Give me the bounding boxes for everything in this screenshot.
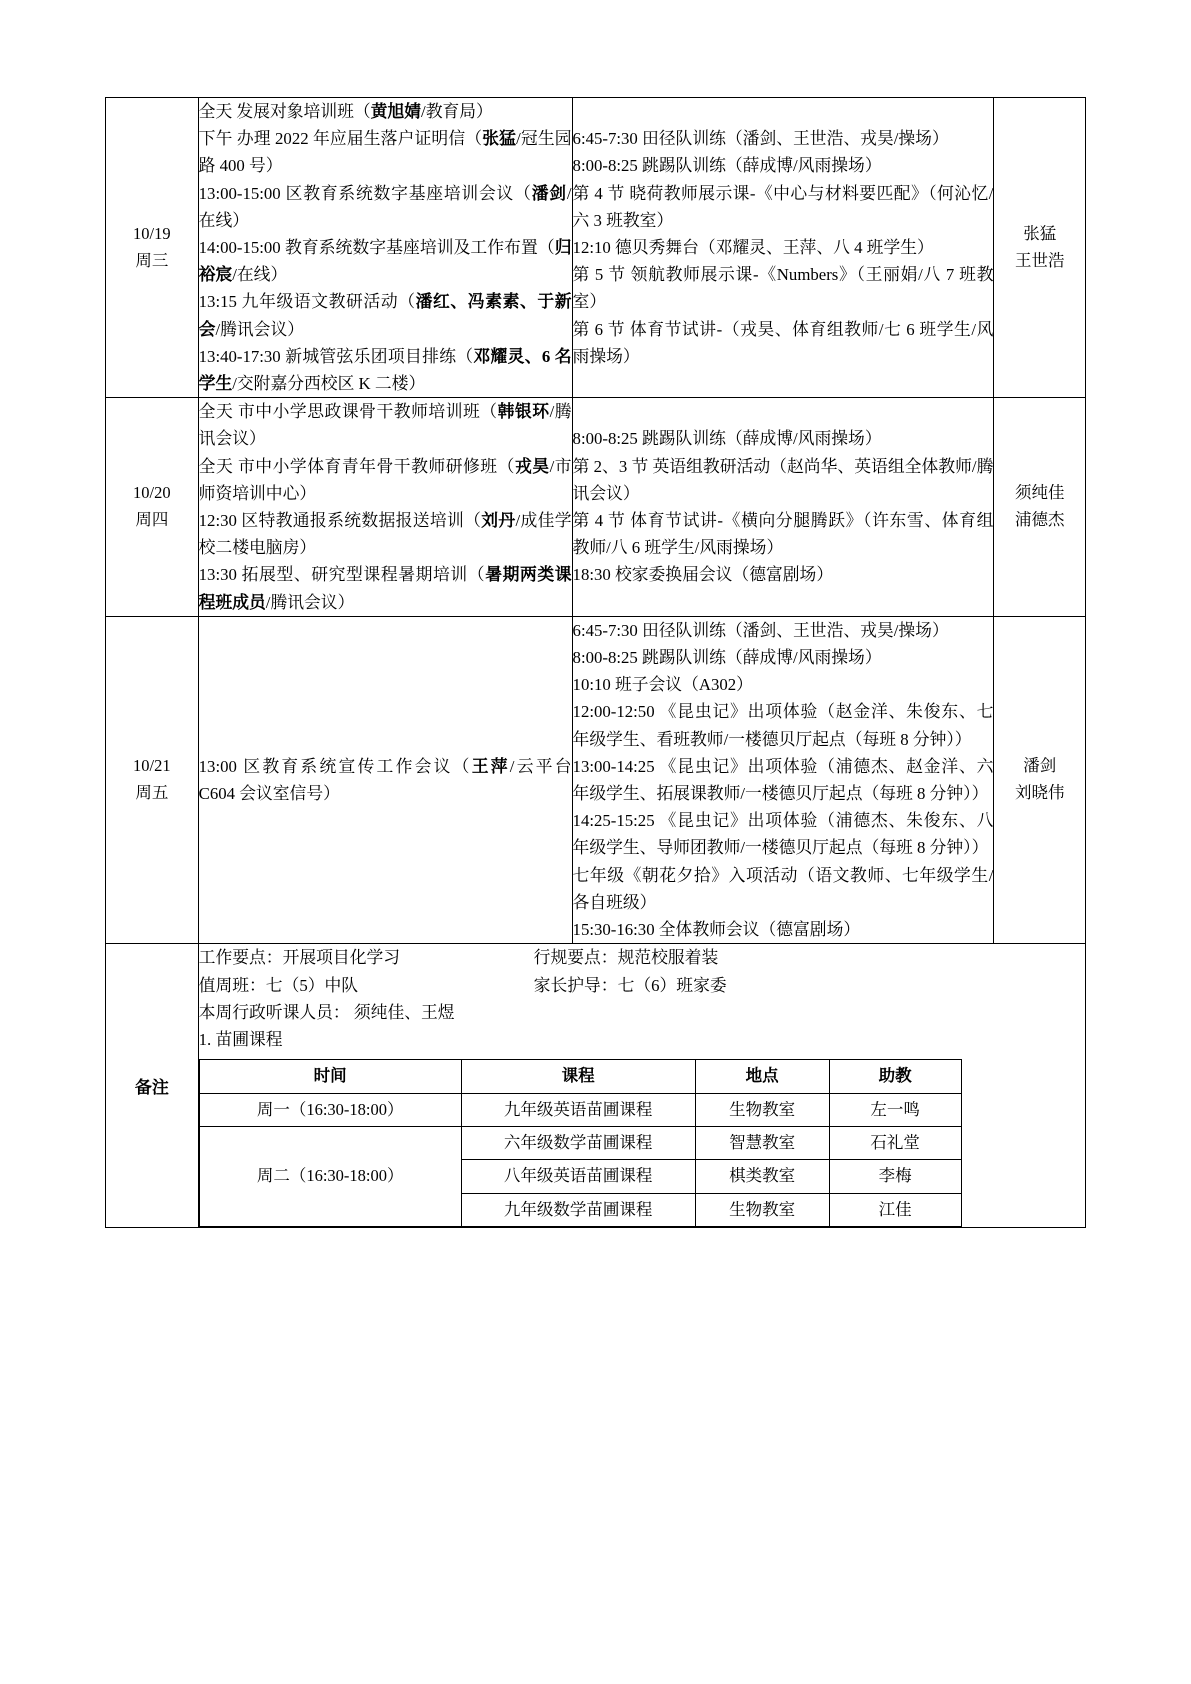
cell-assistant: 石礼堂	[829, 1126, 961, 1159]
date-line-1: 10/21	[133, 756, 171, 776]
cell-assistant: 左一鸣	[829, 1093, 961, 1126]
conduct-focus-text: 行规要点：规范校服着装	[533, 948, 719, 968]
teaching-activities-cell	[572, 616, 994, 943]
schedule-body	[106, 98, 1086, 1228]
admin-items-list	[199, 753, 572, 807]
duty-name-2: 王世浩	[1014, 250, 1065, 270]
activity-item: 12:00-12:50 《昆虫记》出项体验（赵金洋、朱俊东、七年级学生、看班教师/一楼德贝厅起点（每班 8 分钟））	[572, 702, 994, 749]
cell-course: 九年级英语苗圃课程	[461, 1093, 695, 1126]
activity-item: 8:00-8:25 跳踢队训练（薛成博/风雨操场）	[572, 429, 882, 449]
activity-item: 12:30 区特教通报系统数据报送培训（刘丹/成佳学校二楼电脑房）	[198, 511, 572, 558]
activity-item: 6:45-7:30 田径队训练（潘剑、王世浩、戎昊/操场）	[572, 620, 949, 640]
activity-item: 13:15 九年级语文教研活动（潘红、冯素素、于新会/腾讯会议）	[198, 292, 572, 339]
activity-item: 8:00-8:25 跳踢队训练（薛成博/风雨操场）	[572, 156, 882, 176]
parent-escort-text: 家长护导：七（6）班家委	[533, 975, 727, 995]
activity-item: 第 4 节 晓荷教师展示课-《中心与材料要匹配》（何沁忆/六 3 班教室）	[572, 183, 994, 230]
duty-name-2: 浦德杰	[1014, 510, 1065, 530]
duty-cell	[994, 616, 1086, 943]
cell-assistant: 李梅	[829, 1160, 961, 1193]
activity-item: 13:00-15:00 区教育系统数字基座培训会议（潘剑/在线）	[198, 183, 572, 230]
activity-item: 10:10 班子会议（A302）	[572, 675, 753, 695]
col-header-time: 时间	[199, 1060, 461, 1093]
activity-item: 第 2、3 节 英语组教研活动（赵尚华、英语组全体教师/腾讯会议）	[572, 456, 994, 503]
teaching-items-list	[573, 617, 994, 943]
date-line-2: 周三	[135, 250, 169, 270]
activity-item: 13:00-14:25 《昆虫记》出项体验（浦德杰、赵金洋、六年级学生、拓展课教师/一楼德贝厅起点（每班 8 分钟））	[572, 756, 994, 804]
remarks-content	[198, 944, 1085, 1228]
work-focus-text: 工作要点：开展项目化学习	[198, 948, 401, 968]
activity-item: 13:00 区教育系统宣传工作会议（王萍/云平台 C604 会议室信号）	[198, 756, 572, 804]
duty-cell	[994, 98, 1086, 398]
date-cell	[106, 98, 199, 398]
activity-item: 第 6 节 体育节试讲-（戎昊、体育组教师/七 6 班学生/风雨操场）	[572, 319, 994, 366]
teaching-items-list	[573, 425, 994, 588]
activity-item: 全天 市中小学思政课骨干教师培训班（韩银环/腾讯会议）	[198, 402, 572, 449]
cell-place: 智慧教室	[695, 1126, 829, 1159]
date-line-1: 10/19	[133, 223, 171, 243]
remarks-line-1	[199, 944, 1085, 971]
admin-activities-cell	[198, 616, 572, 943]
teaching-activities-cell	[572, 98, 994, 398]
admin-items-list	[199, 398, 572, 616]
remarks-label: 备注	[106, 944, 199, 1228]
activity-item: 下午 办理 2022 年应届生落户证明信（张猛/冠生园路 400 号）	[198, 129, 572, 176]
col-header-course: 课程	[461, 1060, 695, 1093]
date-line-1: 10/20	[133, 483, 171, 503]
class-observers-text: 本周行政听课人员： 须纯佳、王煜	[198, 1002, 455, 1022]
table-row	[106, 98, 1086, 398]
remarks-row	[106, 944, 1086, 1228]
duty-class-text: 值周班：七（5）中队	[198, 975, 359, 995]
seedling-course-row	[199, 1093, 961, 1126]
activity-item: 全天 发展对象培训班（黄旭婧/教育局）	[198, 102, 493, 121]
activity-item: 全天 市中小学体育青年骨干教师研修班（戎昊/市师资培训中心）	[198, 456, 572, 503]
col-header-place: 地点	[695, 1060, 829, 1093]
cell-place: 生物教室	[695, 1193, 829, 1226]
activity-item: 13:40-17:30 新城管弦乐团项目排练（邓耀灵、6 名学生/交附嘉分西校区 K 二楼）	[198, 346, 572, 394]
teaching-activities-cell	[572, 398, 994, 617]
activity-item: 8:00-8:25 跳踢队训练（薛成博/风雨操场）	[572, 648, 882, 668]
teaching-items-list	[573, 125, 994, 370]
table-row	[106, 616, 1086, 943]
admin-activities-cell	[198, 398, 572, 617]
weekly-schedule-table	[105, 97, 1086, 1228]
activity-item: 15:30-16:30 全体教师会议（德富剧场）	[572, 920, 861, 940]
remarks-line-2	[199, 972, 1085, 999]
duty-cell	[994, 398, 1086, 617]
activity-item: 18:30 校家委换届会议（德富剧场）	[572, 565, 834, 585]
duty-name-1: 张猛	[1023, 223, 1057, 243]
cell-time: 周二（16:30-18:00）	[199, 1126, 461, 1226]
activity-item: 第 5 节 领航教师展示课-《Numbers》（王丽娟/八 7 班教室）	[572, 265, 994, 312]
table-row	[106, 398, 1086, 617]
date-line-2: 周五	[135, 783, 169, 803]
cell-place: 棋类教室	[695, 1160, 829, 1193]
cell-course: 六年级数学苗圃课程	[461, 1126, 695, 1159]
seedling-course-row	[199, 1126, 961, 1159]
activity-item: 14:00-15:00 教育系统数字基座培训及工作布置（归裕宸/在线）	[198, 238, 572, 285]
seedling-course-header-row	[199, 1060, 961, 1093]
activity-item: 12:10 德贝秀舞台（邓耀灵、王萍、八 4 班学生）	[572, 238, 934, 258]
activity-item: 七年级《朝花夕拾》入项活动（语文教师、七年级学生/各自班级）	[572, 865, 994, 912]
cell-course: 九年级数学苗圃课程	[461, 1193, 695, 1226]
admin-items-list	[199, 98, 572, 397]
duty-name-1: 须纯佳	[1014, 483, 1065, 503]
date-cell	[106, 398, 199, 617]
duty-name-2: 刘晓伟	[1014, 783, 1065, 803]
activity-item: 第 4 节 体育节试讲-《横向分腿腾跃》（许东雪、体育组教师/八 6 班学生/风雨操场）	[572, 511, 994, 558]
seedling-course-heading: 1. 苗圃课程	[198, 1029, 283, 1049]
seedling-course-tbody	[199, 1093, 961, 1227]
cell-assistant: 江佳	[829, 1193, 961, 1226]
cell-time: 周一（16:30-18:00）	[199, 1093, 461, 1126]
activity-item: 14:25-15:25 《昆虫记》出项体验（浦德杰、朱俊东、八年级学生、导师团教师/一楼德贝厅起点（每班 8 分钟））	[572, 811, 994, 858]
cell-course: 八年级英语苗圃课程	[461, 1160, 695, 1193]
cell-place: 生物教室	[695, 1093, 829, 1126]
col-header-assistant: 助教	[829, 1060, 961, 1093]
seedling-course-table	[199, 1059, 962, 1227]
date-cell	[106, 616, 199, 943]
activity-item: 13:30 拓展型、研究型课程暑期培训（暑期两类课程班成员/腾讯会议）	[198, 565, 572, 612]
activity-item: 6:45-7:30 田径队训练（潘剑、王世浩、戎昊/操场）	[572, 129, 949, 149]
admin-activities-cell	[198, 98, 572, 398]
duty-name-1: 潘剑	[1023, 756, 1057, 776]
seedling-course-thead	[199, 1060, 961, 1093]
date-line-2: 周四	[135, 510, 169, 530]
